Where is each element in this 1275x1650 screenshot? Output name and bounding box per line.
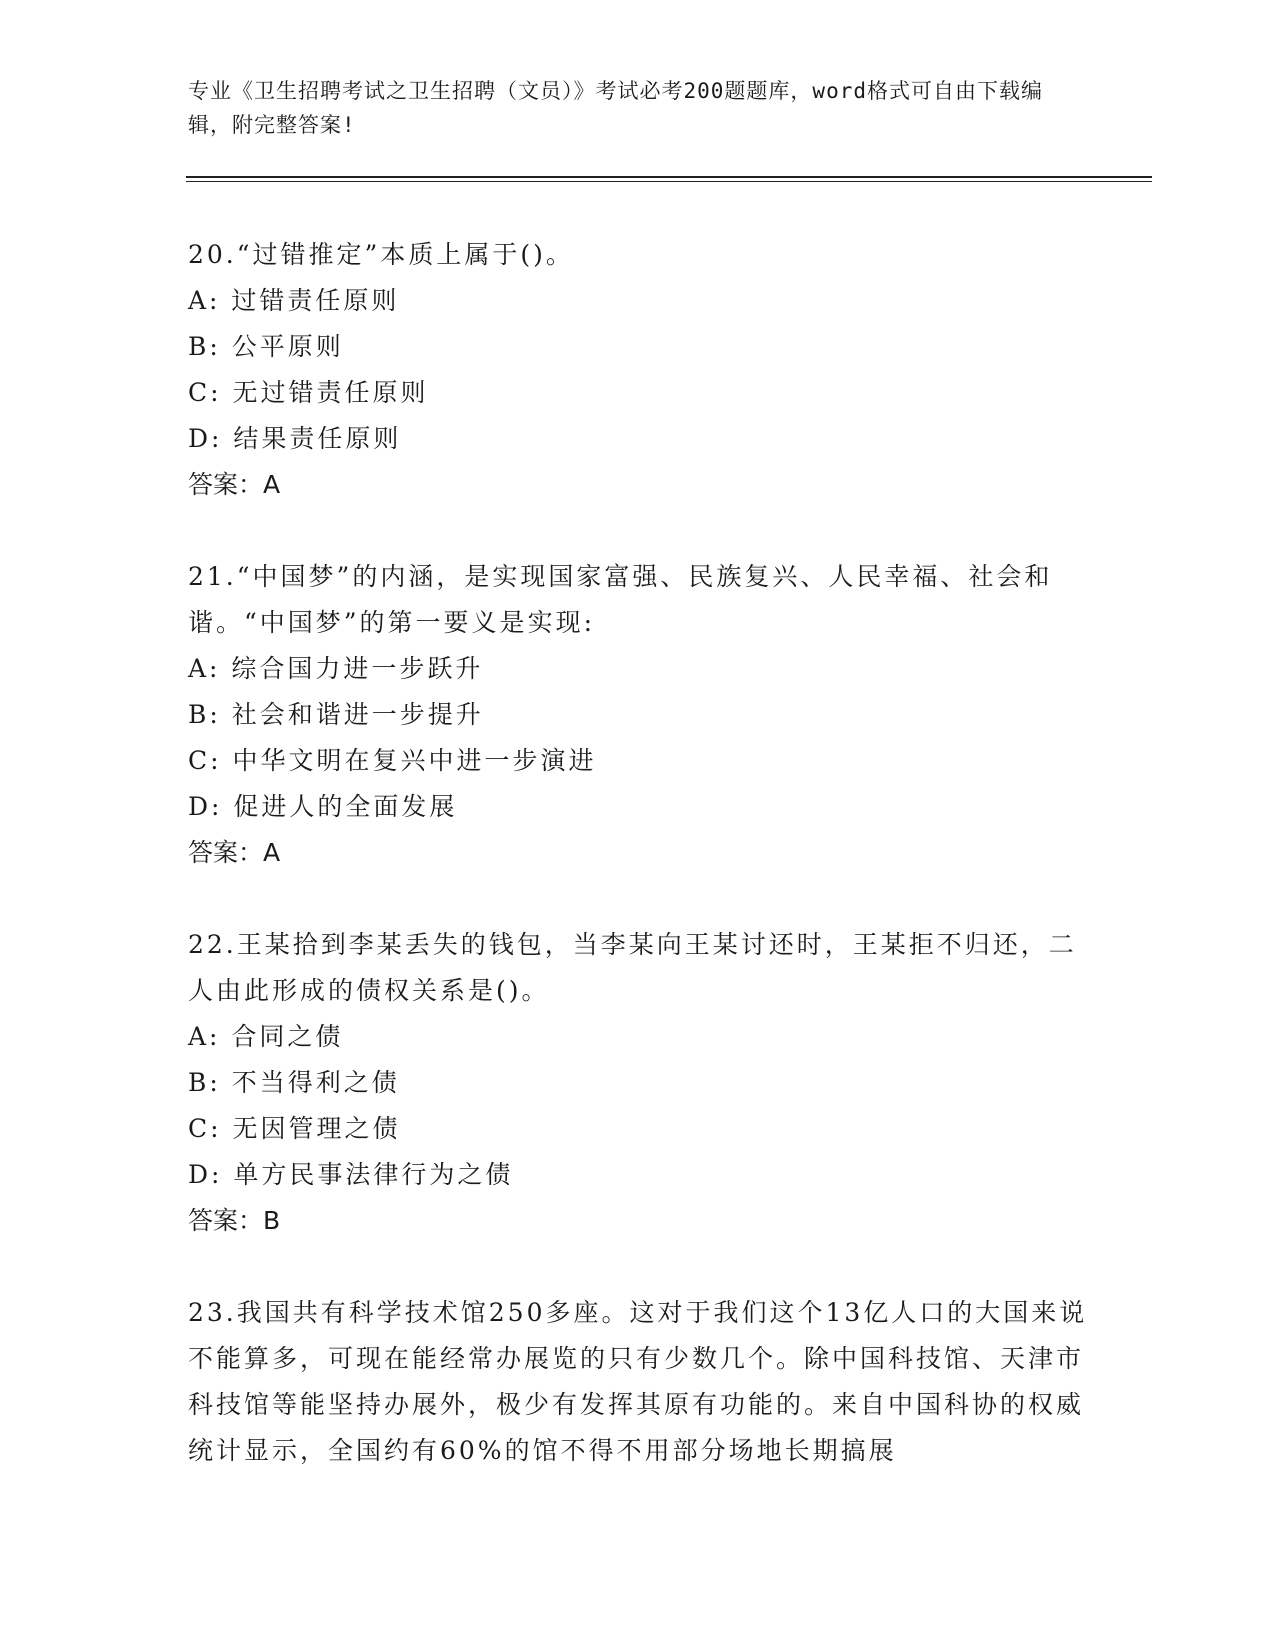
document-intro: 专业《卫生招聘考试之卫生招聘（文员）》考试必考200题题库，word格式可自由下载编辑，附完整答案!	[188, 79, 1043, 137]
option-a: A: 过错责任原则	[188, 286, 400, 315]
question-21	[188, 554, 1088, 876]
answer-line: 答案：A	[188, 838, 281, 867]
option-d: D: 促进人的全面发展	[188, 792, 458, 821]
question-stem: 22.王某拾到李某丢失的钱包，当李某向王某讨还时，王某拒不归还，二人由此形成的债权关系是()。	[188, 930, 1077, 1005]
option-c: C: 无过错责任原则	[188, 378, 429, 407]
question-list	[188, 232, 1088, 1520]
header-divider-thick	[186, 176, 1152, 178]
question-stem: 20.“过错推定”本质上属于()。	[188, 240, 574, 269]
option-c: C: 无因管理之债	[188, 1114, 401, 1143]
option-b: B: 公平原则	[188, 332, 344, 361]
option-d: D: 结果责任原则	[188, 424, 402, 453]
question-22	[188, 922, 1088, 1244]
question-23	[188, 1290, 1088, 1474]
option-a: A: 综合国力进一步跃升	[188, 654, 484, 683]
header-divider-thin	[186, 181, 1152, 182]
option-c: C: 中华文明在复兴中进一步演进	[188, 746, 597, 775]
question-20	[188, 232, 1088, 508]
option-a: A: 合同之债	[188, 1022, 344, 1051]
question-stem: 21.“中国梦”的内涵，是实现国家富强、民族复兴、人民幸福、社会和谐。“中国梦”的第一要义是实现:	[188, 562, 1053, 637]
question-stem: 23.我国共有科学技术馆250多座。这对于我们这个13亿人口的大国来说不能算多，可现在能经常办展览的只有少数几个。除中国科技馆、天津市科技馆等能坚持办展外，极少有发挥其原有功能的。来自中国科协的权威统计显示，全国约有60%的馆不得不用部分场地长期搞展	[188, 1298, 1088, 1465]
option-b: B: 不当得利之债	[188, 1068, 400, 1097]
option-b: B: 社会和谐进一步提升	[188, 700, 484, 729]
option-d: D: 单方民事法律行为之债	[188, 1160, 514, 1189]
answer-line: 答案：B	[188, 1206, 281, 1235]
answer-line: 答案：A	[188, 470, 281, 499]
